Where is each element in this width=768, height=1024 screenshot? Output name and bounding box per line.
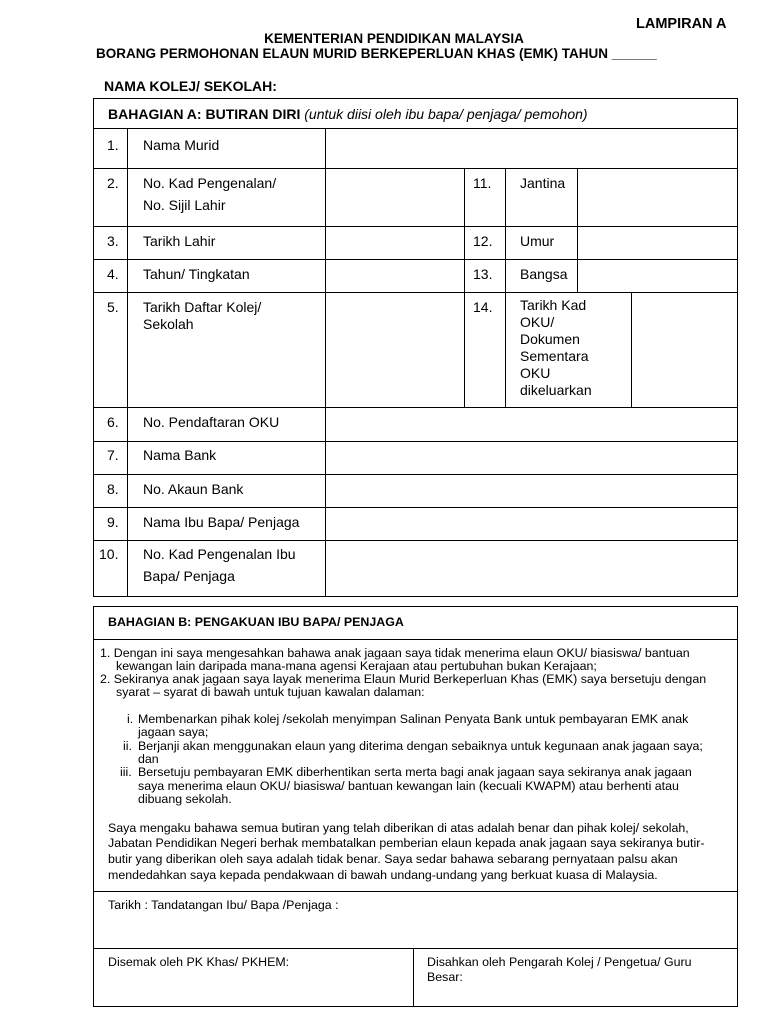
declaration-item-2-cont: syarat – syarat di bawah untuk tujuan kawalan dalaman:: [116, 685, 425, 699]
row-number: 11.: [473, 175, 492, 191]
field-label-student-name: Nama Murid: [143, 137, 220, 153]
declaration-item-2: 2. Sekiranya anak jagaan saya layak menerima Elaun Murid Berkeperluan Khas (EMK) saya bersetuju dengan: [100, 672, 707, 686]
condition-iii-cont-2: dibuang sekolah.: [138, 792, 232, 806]
input-age[interactable]: [578, 227, 737, 259]
field-label-ic-number: No. Kad Pengenalan/: [143, 175, 277, 191]
condition-iii: Bersetuju pembayaran EMK diberhentikan serta merta bagi anak jagaan saya sekiranya anak jagaan: [138, 765, 692, 779]
approved-by-label: Disahkan oleh Pengarah Kolej / Pengetua/ Guru: [427, 955, 692, 969]
row-number: 12.: [473, 233, 493, 249]
row-number: 7.: [107, 447, 119, 463]
declaration-item-1: 1. Dengan ini saya mengesahkan bahawa anak jagaan saya tidak menerima elaun OKU/ biasiswa/ bantuan: [100, 646, 690, 660]
input-oku-registration[interactable]: [326, 408, 737, 441]
declaration-item-1-cont: kewangan lain daripada mana-mana agensi Kerajaan atau pertubuhan bukan Kerajaan;: [116, 659, 597, 673]
field-label-registration-date: Tarikh Daftar Kolej/: [143, 299, 262, 315]
row-number: 4.: [107, 266, 119, 282]
input-bank-account[interactable]: [326, 475, 737, 507]
input-year-form[interactable]: [326, 260, 464, 292]
input-birth-date[interactable]: [326, 227, 464, 259]
field-label-bank-account: No. Akaun Bank: [143, 481, 244, 497]
row-number: 9.: [107, 514, 119, 530]
field-label-oku-card-date: Tarikh Kad OKU/ Dokumen Sementara OKU dikeluarkan: [520, 297, 592, 398]
signature-label: Tarikh : Tandatangan Ibu/ Bapa /Penjaga :: [108, 898, 339, 912]
declaration-paragraph-line-3: butir yang diberikan oleh saya adalah tidak benar. Saya sedar bahawa sebarang pernyataan palsu akan: [108, 852, 678, 866]
approved-by-label-cont: Besar:: [427, 970, 463, 984]
input-oku-card-date[interactable]: [632, 293, 737, 407]
annex-label: LAMPIRAN A: [636, 16, 727, 32]
row-number: 13.: [473, 266, 493, 282]
ministry-title: KEMENTERIAN PENDIDIKAN MALAYSIA: [264, 31, 524, 46]
condition-i: Membenarkan pihak kolej /sekolah menyimpan Salinan Penyata Bank untuk pembayaran EMK anak: [138, 712, 689, 726]
condition-ii-cont: dan: [138, 752, 159, 766]
input-gender[interactable]: [578, 169, 737, 226]
input-registration-date[interactable]: [326, 293, 464, 407]
input-guardian-ic[interactable]: [326, 541, 737, 596]
declaration-paragraph-line-4: mendedahkan saya kepada pendakwaan di bawah undang-undang yang berkuat kuasa di Malaysia.: [108, 868, 658, 882]
condition-i-number: i.: [127, 712, 134, 726]
row-number: 8.: [107, 481, 119, 497]
section-a-title: BAHAGIAN A: BUTIRAN DIRI: [108, 106, 301, 122]
row-number: 3.: [107, 233, 119, 249]
school-name-label: NAMA KOLEJ/ SEKOLAH:: [104, 78, 277, 94]
field-label-birth-date: Tarikh Lahir: [143, 233, 216, 249]
row-number: 1.: [107, 137, 119, 153]
section-b-title: BAHAGIAN B: PENGAKUAN IBU BAPA/ PENJAGA: [108, 615, 404, 629]
field-label-guardian-ic-cont: Bapa/ Penjaga: [143, 568, 235, 584]
row-number: 10.: [99, 546, 119, 562]
declaration-paragraph-line-1: Saya mengaku bahawa semua butiran yang telah diberikan di atas adalah benar dan pihak kolej/ sekolah,: [108, 821, 689, 835]
checked-by-label: Disemak oleh PK Khas/ PKHEM:: [108, 955, 290, 969]
section-b-declaration: [93, 606, 738, 1007]
field-label-registration-date-school: Sekolah: [143, 316, 194, 332]
condition-ii: Berjanji akan menggunakan elaun yang diterima dengan sebaiknya untuk kegunaan anak jagaan saya;: [138, 739, 703, 753]
field-label-race: Bangsa: [520, 266, 568, 282]
field-label-guardian-ic: No. Kad Pengenalan Ibu: [143, 546, 296, 562]
field-label-gender: Jantina: [520, 175, 566, 191]
row-number: 5.: [107, 299, 119, 315]
declaration-paragraph-line-2: Jabatan Pendidikan Negeri berhak membatalkan pemberian elaun kepada anak jagaan saya sekiranya butir-: [108, 836, 705, 850]
input-bank-name[interactable]: [326, 442, 737, 474]
field-label-birth-cert: No. Sijil Lahir: [143, 197, 226, 213]
condition-iii-number: iii.: [120, 765, 132, 779]
row-number: 6.: [107, 414, 119, 430]
section-a-header: [108, 104, 588, 124]
condition-iii-cont: saya menerima elaun OKU/ biasiswa/ bantuan kewangan lain (kecuali KWAPM) atau berhenti atau: [138, 779, 679, 793]
checked-by-field[interactable]: [95, 971, 412, 1006]
form-title: BORANG PERMOHONAN ELAUN MURID BERKEPERLUAN KHAS (EMK) TAHUN ______: [96, 46, 657, 61]
row-number: 14.: [473, 299, 493, 315]
section-a-subtitle: (untuk diisi oleh ibu bapa/ penjaga/ pemohon): [304, 106, 588, 122]
input-race[interactable]: [578, 260, 737, 292]
field-label-year-form: Tahun/ Tingkatan: [143, 266, 250, 282]
section-a-table: [93, 98, 738, 597]
field-label-guardian-name: Nama Ibu Bapa/ Penjaga: [143, 514, 300, 530]
condition-ii-number: ii.: [123, 739, 132, 753]
input-guardian-name[interactable]: [326, 508, 737, 540]
input-student-name[interactable]: [326, 129, 737, 168]
signature-field[interactable]: [95, 914, 736, 947]
approved-by-field[interactable]: [414, 986, 736, 1006]
field-label-oku-registration: No. Pendaftaran OKU: [143, 414, 280, 430]
field-label-bank-name: Nama Bank: [143, 447, 217, 463]
condition-i-cont: jagaan saya;: [138, 725, 209, 739]
field-label-age: Umur: [520, 233, 555, 249]
row-number: 2.: [107, 175, 119, 191]
input-ic-number[interactable]: [326, 169, 464, 226]
